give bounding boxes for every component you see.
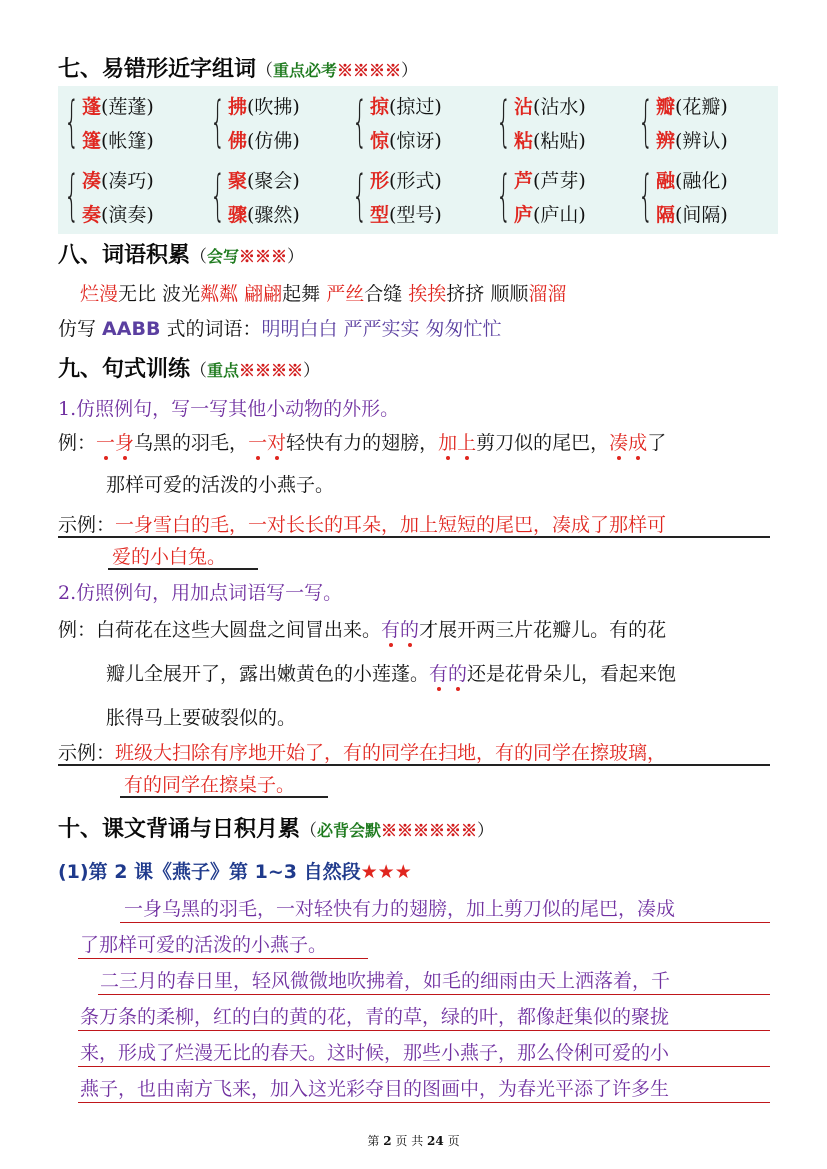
char-word-line <box>370 126 442 153</box>
plain-word: 波光 <box>156 283 201 305</box>
emphasis-dot-char: 成 <box>628 432 648 454</box>
example-word: (融化) <box>675 170 728 192</box>
recite-underline <box>120 922 770 923</box>
total-pages: 24 <box>427 1134 444 1148</box>
emphasis-dot-char: 身 <box>115 432 135 454</box>
char-word-line <box>514 166 586 193</box>
example-word: (骤然) <box>247 204 300 226</box>
char-word-line <box>656 200 728 227</box>
imitate-label: 仿写 <box>58 318 103 340</box>
dotted-word <box>438 432 476 454</box>
example-text: 轻快有力的翅膀， <box>286 432 439 454</box>
example-word: (聚会) <box>247 170 300 192</box>
example-label: 例： <box>58 619 97 641</box>
target-char: 聚 <box>228 170 248 192</box>
example-word: (形式) <box>389 170 442 192</box>
answer-underline <box>58 536 770 538</box>
emphasis-dot-char: 加 <box>438 432 458 454</box>
example-text: 白荷花在这些大圆盘之间冒出来。 <box>96 619 382 641</box>
question-1-example <box>58 428 666 455</box>
brace-icon: { <box>352 164 368 227</box>
example-word: (粘贴) <box>533 130 586 152</box>
section-8-heading: 八、词语积累 <box>58 242 191 268</box>
example-word: (惊讶) <box>389 130 442 152</box>
imitate-words: 明明白白 严严实实 匆匆忙忙 <box>261 318 502 340</box>
footer-text: 页 <box>443 1134 460 1148</box>
example-word: (莲蓬) <box>101 96 154 118</box>
example-word: (吹拂) <box>247 96 300 118</box>
word-accumulation-line <box>80 279 566 306</box>
imitate-aabb-line <box>58 314 502 341</box>
section-7-heading: 七、易错形近字组词 <box>58 56 257 82</box>
dotted-word <box>609 432 647 454</box>
example-word: (型号) <box>389 204 442 226</box>
char-pair-group <box>348 86 488 160</box>
example-word: (辨认) <box>675 130 728 152</box>
char-word-line <box>228 92 300 119</box>
example-text: 了 <box>647 432 667 454</box>
footer-text: 页 共 <box>391 1134 428 1148</box>
target-char: 辨 <box>656 130 676 152</box>
brace-icon: { <box>352 90 368 153</box>
brace-icon: { <box>638 90 654 153</box>
example-text: 瓣儿全展开了，露出嫩黄色的小莲蓬。 <box>106 663 430 685</box>
subtitle-text: (1)第 2 课《燕子》第 1~3 自然段 <box>58 861 361 883</box>
section-8-note: 会写 <box>207 247 240 266</box>
brace-icon: { <box>638 164 654 227</box>
dotted-word <box>381 619 419 641</box>
section-9-stars: ※※※※ <box>239 361 304 380</box>
char-pair-group <box>206 86 346 160</box>
emphasis-dot-char: 凑 <box>609 432 629 454</box>
question-2-example-line-1 <box>58 615 666 642</box>
recite-p2-line-4: 燕子，也由南方飞来，加入这光彩夺目的图画中，为春光平添了许多生 <box>80 1078 670 1100</box>
emphasis-dot-char: 对 <box>267 432 287 454</box>
char-word-line <box>656 126 728 153</box>
brace-icon: { <box>210 90 226 153</box>
page-footer <box>0 1132 827 1149</box>
subtitle-stars: ★★★ <box>360 861 412 883</box>
recite-p1-line-1: 一身乌黑的羽毛，一对轻快有力的翅膀，加上剪刀似的尾巴，凑成 <box>124 898 676 920</box>
current-page: 2 <box>383 1134 392 1148</box>
char-table-row <box>58 86 778 160</box>
target-char: 佛 <box>228 130 248 152</box>
target-char: 芦 <box>514 170 534 192</box>
char-pair-group <box>492 86 632 160</box>
brace-icon: { <box>64 90 80 153</box>
section-10-title <box>58 812 494 843</box>
highlight-word: 严丝 <box>326 283 365 305</box>
highlight-word: 溜溜 <box>528 283 567 305</box>
target-char: 蓬 <box>82 96 102 118</box>
example-word: (帐篷) <box>101 130 154 152</box>
section-10-heading: 十、课文背诵与日积月累 <box>58 816 301 842</box>
target-char: 形 <box>370 170 390 192</box>
char-table-row <box>58 160 778 234</box>
target-char: 篷 <box>82 130 102 152</box>
target-char: 掠 <box>370 96 390 118</box>
section-7-stars: ※※※※ <box>337 61 402 80</box>
section-10-stars: ※※※※※※ <box>381 821 478 840</box>
section-10-note: 必背会默 <box>317 821 382 840</box>
char-word-line <box>82 200 154 227</box>
char-word-line <box>82 166 154 193</box>
char-word-line <box>514 126 586 153</box>
paren-open: （ <box>190 247 208 267</box>
target-char: 沾 <box>514 96 534 118</box>
paren-close: ） <box>477 821 495 841</box>
recite-p1-line-2: 了那样可爱的活泼的小燕子。 <box>80 934 328 956</box>
paren-close: ） <box>287 247 305 267</box>
target-char: 型 <box>370 204 390 226</box>
recite-underline <box>98 994 770 995</box>
char-word-line <box>228 200 300 227</box>
section-8-stars: ※※※ <box>239 247 288 266</box>
char-word-line <box>514 200 586 227</box>
dotted-word <box>429 663 467 685</box>
answer-underline <box>108 568 258 570</box>
brace-icon: { <box>64 164 80 227</box>
highlight-word: 烂漫 <box>80 283 119 305</box>
example-text: 剪刀似的尾巴， <box>476 432 610 454</box>
target-char: 骤 <box>228 204 248 226</box>
char-pair-group <box>206 160 346 234</box>
recite-underline <box>78 1066 770 1067</box>
example-word: (庐山) <box>533 204 586 226</box>
paren-open: （ <box>256 61 274 81</box>
char-word-line <box>82 126 154 153</box>
highlight-word: 挨挨 <box>408 283 447 305</box>
paren-open: （ <box>190 361 208 381</box>
section-9-heading: 九、句式训练 <box>58 356 191 382</box>
char-word-line <box>370 92 442 119</box>
answer-underline <box>58 764 770 766</box>
question-1-answer-line-2: 爱的小白兔。 <box>112 546 227 568</box>
target-char: 融 <box>656 170 676 192</box>
target-char: 隔 <box>656 204 676 226</box>
example-text: 乌黑的羽毛， <box>134 432 249 454</box>
char-pair-group <box>60 86 200 160</box>
section-9-note: 重点 <box>207 361 240 380</box>
target-char: 拂 <box>228 96 248 118</box>
char-word-line <box>370 166 442 193</box>
char-word-line <box>228 166 300 193</box>
paren-close: ） <box>401 61 419 81</box>
emphasis-dot-char: 一 <box>96 432 116 454</box>
char-pair-group <box>60 160 200 234</box>
char-pair-group <box>348 160 488 234</box>
example-word: (沾水) <box>533 96 586 118</box>
target-char: 奏 <box>82 204 102 226</box>
plain-word: 合缝 <box>364 283 409 305</box>
example-word: (间隔) <box>675 204 728 226</box>
section-8-title <box>58 238 304 269</box>
target-char: 粘 <box>514 130 534 152</box>
recite-p2-line-3: 来，形成了烂漫无比的春天。这时候，那些小燕子，那么伶俐可爱的小 <box>80 1042 670 1064</box>
emphasis-dot-char: 一 <box>248 432 268 454</box>
example-word: (凑巧) <box>101 170 154 192</box>
target-char: 庐 <box>514 204 534 226</box>
recite-underline <box>78 1102 770 1103</box>
question-1: 1.仿照例句，写一写其他小动物的外形。 <box>58 398 400 420</box>
char-word-line <box>656 166 728 193</box>
example-word: (演奏) <box>101 204 154 226</box>
question-2-answer-line-2: 有的同学在擦桌子。 <box>124 774 296 796</box>
question-2-example-line-3: 胀得马上要破裂似的。 <box>106 707 297 729</box>
emphasis-dot-char: 的 <box>448 663 468 685</box>
recitation-subtitle <box>58 857 412 884</box>
question-2: 2.仿照例句，用加点词语写一写。 <box>58 582 343 604</box>
question-1-example-line-2: 那样可爱的活泼的小燕子。 <box>106 474 335 496</box>
target-char: 惊 <box>370 130 390 152</box>
question-1-answer <box>58 510 666 537</box>
example-text: 才展开两三片花瓣儿。有的花 <box>419 619 667 641</box>
answer-label: 示例： <box>58 742 116 764</box>
brace-icon: { <box>496 90 512 153</box>
similar-char-table <box>58 86 778 234</box>
emphasis-dot-char: 有 <box>429 663 449 685</box>
section-7-title <box>58 52 418 83</box>
plain-word: 挤挤 顺顺 <box>446 283 529 305</box>
recite-p2-line-2: 条万条的柔柳，红的白的黄的花，青的草，绿的叶，都像赶集似的聚拢 <box>80 1006 670 1028</box>
char-word-line <box>514 92 586 119</box>
paren-close: ） <box>303 361 321 381</box>
char-word-line <box>228 126 300 153</box>
example-label: 例： <box>58 432 97 454</box>
char-word-line <box>370 200 442 227</box>
answer-label: 示例： <box>58 514 116 536</box>
example-text: 还是花骨朵儿，看起来饱 <box>467 663 677 685</box>
emphasis-dot-char: 有 <box>381 619 401 641</box>
brace-icon: { <box>210 164 226 227</box>
paren-open: （ <box>300 821 318 841</box>
example-word: (芦芽) <box>533 170 586 192</box>
char-pair-group <box>634 86 774 160</box>
highlight-word: 翩翩 <box>244 283 283 305</box>
footer-text: 第 <box>367 1134 384 1148</box>
target-char: 凑 <box>82 170 102 192</box>
target-char: 瓣 <box>656 96 676 118</box>
char-pair-group <box>634 160 774 234</box>
answer-line-1: 班级大扫除有序地开始了，有的同学在扫地，有的同学在擦玻璃， <box>115 742 667 764</box>
plain-word: 起舞 <box>282 283 327 305</box>
section-7-note: 重点必考 <box>273 61 338 80</box>
example-word: (仿佛) <box>247 130 300 152</box>
emphasis-dot-char: 的 <box>400 619 420 641</box>
plain-word: 无比 <box>118 283 157 305</box>
imitate-label-2: 式的词语： <box>160 318 262 340</box>
recite-p2-line-1: 二三月的春日里，轻风微微地吹拂着，如毛的细雨由天上洒落着，千 <box>100 970 671 992</box>
question-2-example-line-2 <box>106 659 676 686</box>
char-pair-group <box>492 160 632 234</box>
example-word: (掠过) <box>389 96 442 118</box>
brace-icon: { <box>496 164 512 227</box>
recite-underline <box>78 1030 770 1031</box>
char-word-line <box>82 92 154 119</box>
char-word-line <box>656 92 728 119</box>
emphasis-dot-char: 上 <box>457 432 477 454</box>
example-word: (花瓣) <box>675 96 728 118</box>
section-9-title <box>58 352 320 383</box>
question-2-answer <box>58 738 666 765</box>
imitate-pattern: AABB <box>102 318 161 340</box>
answer-underline <box>120 796 328 798</box>
highlight-word: 粼粼 <box>200 283 239 305</box>
example-parts <box>96 432 666 454</box>
answer-line-1: 一身雪白的毛，一对长长的耳朵，加上短短的尾巴，凑成了那样可 <box>115 514 667 536</box>
dotted-word <box>248 432 286 454</box>
dotted-word <box>96 432 134 454</box>
recite-underline <box>78 958 368 959</box>
